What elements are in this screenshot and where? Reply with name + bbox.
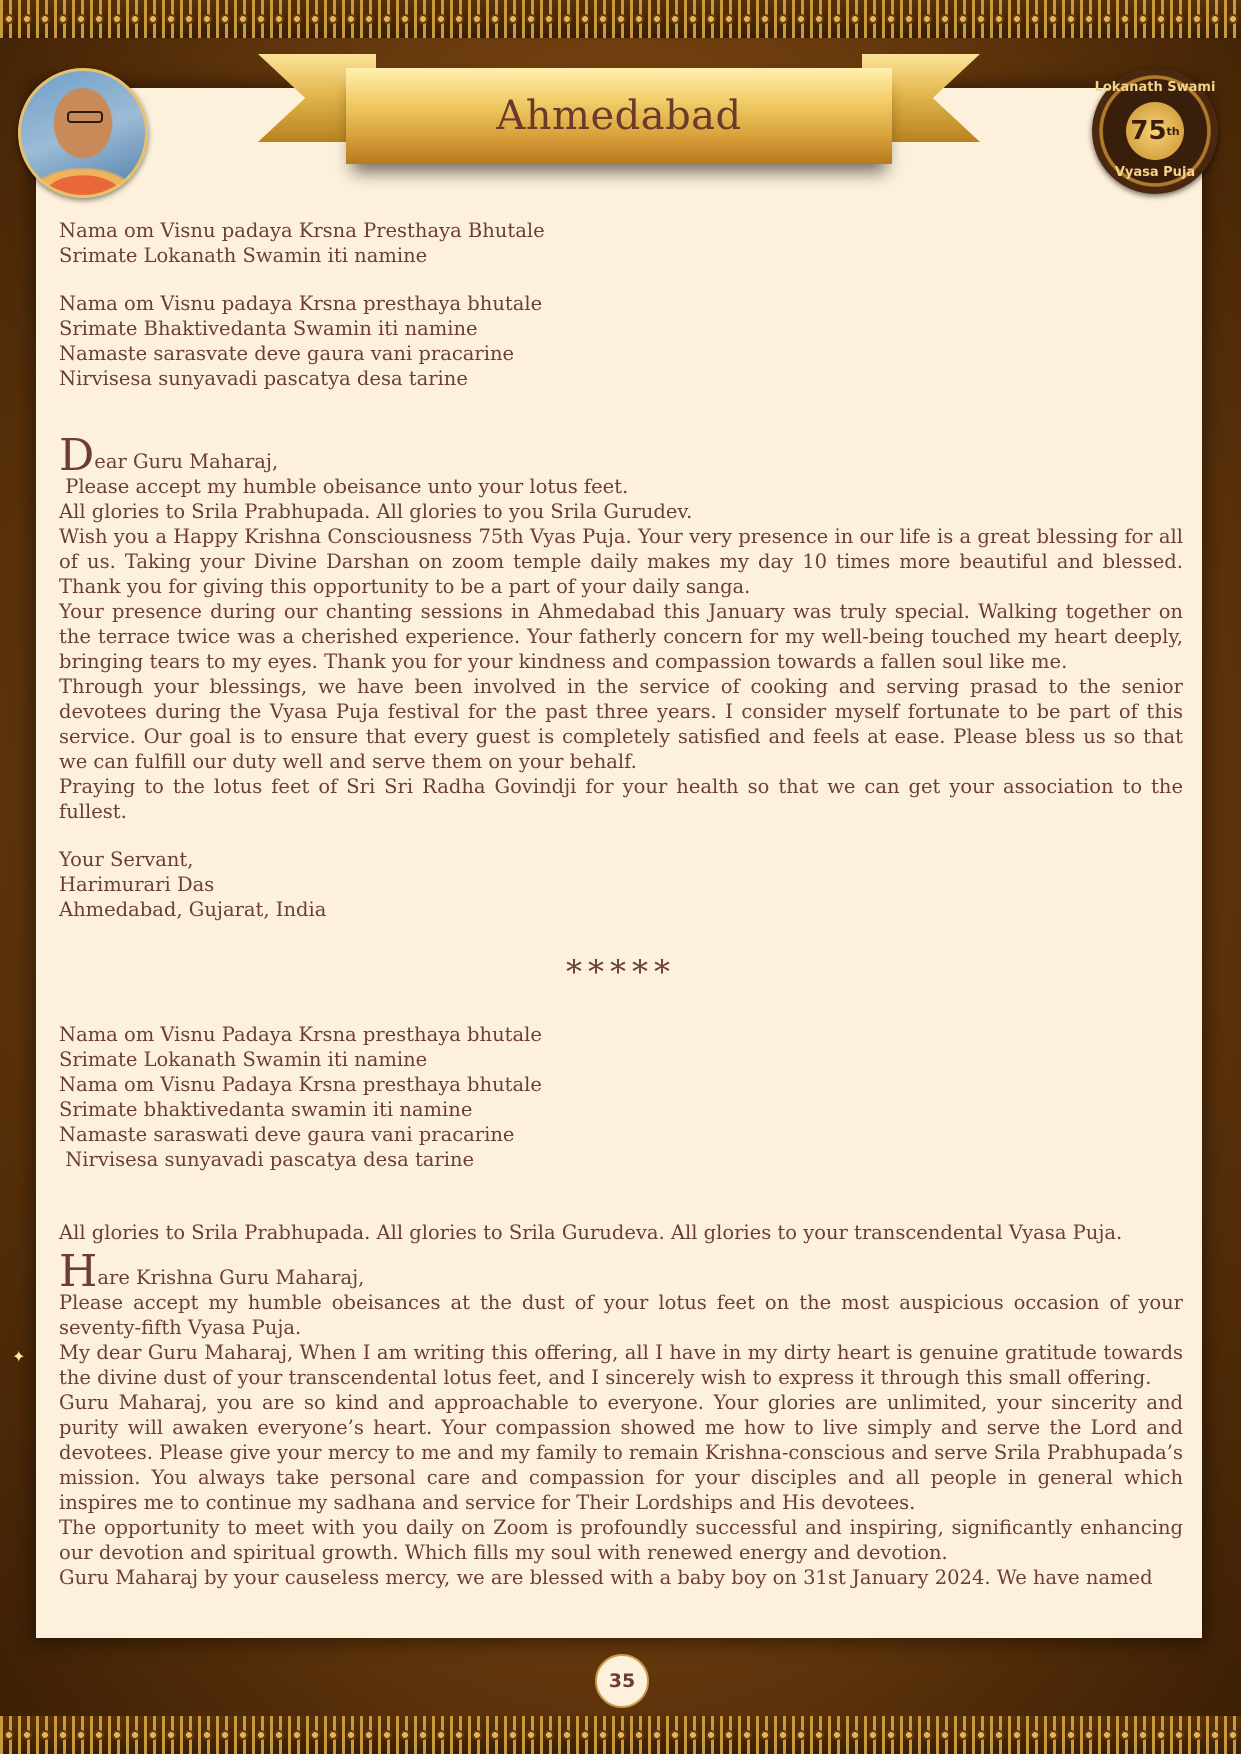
guru-portrait-image xyxy=(18,68,148,198)
prayer-line: Srimate Lokanath Swamin iti namine xyxy=(59,1048,428,1071)
paragraph: Guru Maharaj by your causeless mercy, we are blessed with a baby boy on 31st January 2024. We have named xyxy=(59,1566,1153,1589)
prayer-line: Nirvisesa sunyavadi pascatya desa tarine xyxy=(59,1148,475,1171)
drop-cap: H xyxy=(59,1246,98,1297)
offering-second xyxy=(59,1022,1183,1590)
page-title: Ahmedabad xyxy=(496,93,742,139)
paragraph: Your presence during our chanting sessions in Ahmedabad this January was truly special. Walking together on the terrace twice was a cherished experience. Your fatherly concern for my well-being touched my heart deeply, bringing tears to my eyes. Thank you for your kindness and compassion towards a fallen soul like me. xyxy=(59,600,1183,673)
vyasa-puja-75th-seal xyxy=(1092,68,1218,194)
sparkle-icon: ✦ xyxy=(12,1347,26,1366)
paragraph: Guru Maharaj, you are so kind and approachable to everyone. Your glories are unlimited, your sincerity and purity will awaken everyone’s heart. Your compassion showed me how to live simply and serve the Lord and devotees. Please give your mercy to me and my family to remain Krishna-conscious and serve Srila Prabhupada’s mission. You always take personal care and compassion for your disciples and all people in general which inspires me to continue my sadhana and service for Their Lordships and His devotees. xyxy=(59,1391,1183,1514)
prayer-block-3 xyxy=(59,1022,1183,1172)
prayer-line: Nirvisesa sunyavadi pascatya desa tarine xyxy=(59,367,468,390)
paragraph: My dear Guru Maharaj, When I am writing this offering, all I have in my dirty heart is genuine gratitude towards the divine dust of your transcendental lotus feet, and I sincerely wish to express it through this small offering. xyxy=(59,1341,1183,1389)
salutation xyxy=(59,1246,1183,1297)
seal-number-badge xyxy=(1126,102,1184,160)
salutation xyxy=(59,430,1183,481)
seal-number: 75 xyxy=(1130,116,1167,146)
paragraph: All glories to Srila Prabhupada. All glories to you Srila Gurudev. xyxy=(59,500,693,523)
prayer-line: Srimate bhaktivedanta swamin iti namine xyxy=(59,1098,473,1121)
paragraph: Please accept my humble obeisances at the dust of your lotus feet on the most auspicious occasion of your seventy-fifth Vyasa Puja. xyxy=(59,1291,1183,1339)
signature-line: Your Servant, xyxy=(59,848,194,871)
section-separator: ***** xyxy=(566,953,676,991)
prayer-block-1 xyxy=(59,218,1183,268)
drop-cap: D xyxy=(59,430,95,481)
prayer-line: Nama om Visnu Padaya Krsna presthaya bhutale xyxy=(59,1023,542,1046)
prayer-line: Nama om Visnu padaya Krsna Presthaya Bhutale xyxy=(59,219,545,242)
offering-harimurari-das xyxy=(59,218,1183,922)
seal-bottom-text: Vyasa Puja xyxy=(1114,165,1196,180)
title-ribbon xyxy=(258,48,980,178)
paragraph: Wish you a Happy Krishna Consciousness 75th Vyas Puja. Your very presence in our life is a great blessing for all of us. Taking your Divine Darshan on zoom temple daily makes my day 10 times more beautiful and blessed. Thank you for giving this opportunity to be a part of your daily sanga. xyxy=(59,525,1183,598)
prayer-line: Namaste saraswati deve gaura vani pracarine xyxy=(59,1123,515,1146)
salutation-text: are Krishna Guru Maharaj, xyxy=(97,1266,365,1289)
prayer-line: Nama om Visnu Padaya Krsna presthaya bhutale xyxy=(59,1073,542,1096)
paragraph: The opportunity to meet with you daily on Zoom is profoundly successful and inspiring, significantly enhancing our devotion and spiritual growth. Which fills my soul with renewed energy and devotion. xyxy=(59,1516,1183,1564)
prayer-line: Srimate Bhaktivedanta Swamin iti namine xyxy=(59,317,478,340)
paragraph: Through your blessings, we have been involved in the service of cooking and serving prasad to the senior devotees during the Vyasa Puja festival for the past three years. I consider myself fortunate to be part of this service. Our goal is to ensure that every guest is completely satisfied and feels at ease. Please bless us so that we can fulfill our duty well and serve them on your behalf. xyxy=(59,675,1183,773)
signature-line: Harimurari Das xyxy=(59,873,215,896)
top-decorative-border xyxy=(0,0,1241,38)
ribbon-banner xyxy=(346,68,892,164)
page-content xyxy=(59,218,1183,1590)
salutation-text: ear Guru Maharaj, xyxy=(94,450,279,473)
glories-line: All glories to Srila Prabhupada. All glories to Srila Gurudeva. All glories to your transcendental Vyasa Puja. xyxy=(59,1221,1123,1244)
paragraph: Praying to the lotus feet of Sri Sri Radha Govindji for your health so that we can get your association to the fullest. xyxy=(59,775,1183,823)
paragraph: Please accept my humble obeisance unto your lotus feet. xyxy=(59,475,629,498)
page-number: 35 xyxy=(608,1670,636,1692)
seal-suffix: th xyxy=(1166,124,1180,138)
page-number-badge xyxy=(595,1654,649,1708)
signature-block xyxy=(59,847,1183,922)
bottom-decorative-border xyxy=(0,1716,1241,1754)
signature-line: Ahmedabad, Gujarat, India xyxy=(59,898,327,921)
prayer-block-2 xyxy=(59,291,1183,391)
prayer-line: Srimate Lokanath Swamin iti namine xyxy=(59,244,428,267)
prayer-line: Nama om Visnu padaya Krsna presthaya bhutale xyxy=(59,292,543,315)
seal-top-text: Lokanath Swami xyxy=(1094,80,1216,95)
prayer-line: Namaste sarasvate deve gaura vani pracarine xyxy=(59,342,515,365)
